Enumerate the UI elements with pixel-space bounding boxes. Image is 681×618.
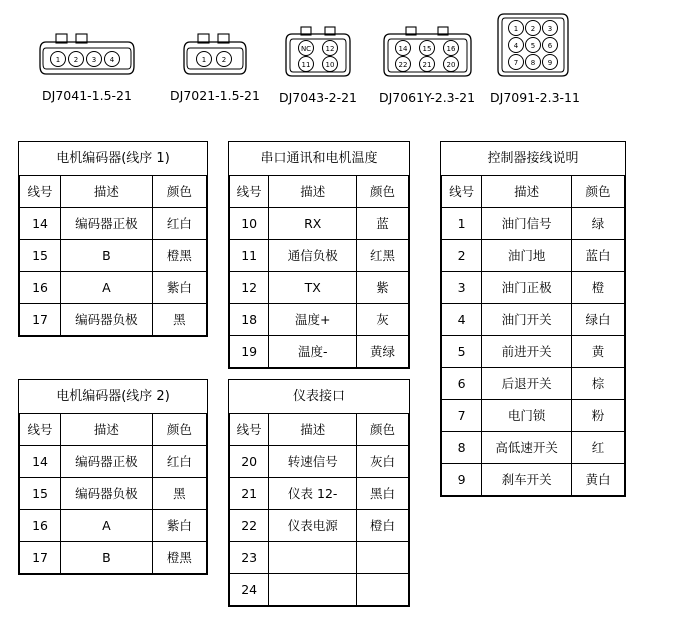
cell-description: 编码器负极 [61, 478, 153, 510]
pin-label: 10 [325, 61, 335, 69]
table-title-row [230, 142, 409, 176]
connector-dj7061y-label: DJ7061Y-2.3-21 [378, 90, 476, 105]
pin-label: 1 [201, 56, 207, 64]
cell-wire-number: 6 [442, 368, 482, 400]
cell-wire-number: 5 [442, 336, 482, 368]
cell-wire-number: 4 [442, 304, 482, 336]
column-header: 颜色 [152, 414, 206, 446]
table-encoder2 [18, 379, 208, 575]
pin-label: 3 [91, 56, 97, 64]
table-row [20, 478, 207, 510]
connector-dj7043-art [258, 24, 378, 84]
pin-label: 1 [55, 56, 61, 64]
cell-description: 油门地 [482, 240, 572, 272]
cell-color: 黄绿 [357, 336, 409, 368]
pin-label: 7 [513, 59, 519, 67]
connector-dj7091-svg [480, 10, 590, 80]
cell-wire-number: 7 [442, 400, 482, 432]
pin-label: 6 [547, 42, 553, 50]
table-header-row [230, 414, 409, 446]
cell-description: 编码器正极 [61, 446, 153, 478]
cell-description: 转速信号 [269, 446, 357, 478]
connector-dj7043-svg [268, 24, 368, 80]
cell-color: 黑 [152, 304, 206, 336]
cell-wire-number: 22 [230, 510, 269, 542]
cell-color: 橙白 [357, 510, 409, 542]
column-header: 线号 [230, 176, 269, 208]
table-row [20, 240, 207, 272]
cell-description: RX [269, 208, 357, 240]
column-header: 线号 [20, 414, 61, 446]
table-row [442, 208, 625, 240]
cell-description: B [61, 240, 153, 272]
cell-wire-number: 17 [20, 304, 61, 336]
cell-color: 灰白 [357, 446, 409, 478]
cell-color: 红 [571, 432, 624, 464]
cell-wire-number: 16 [20, 510, 61, 542]
column-header: 线号 [442, 176, 482, 208]
pin-label: 16 [446, 45, 455, 53]
table-title: 电机编码器(线序 2) [20, 380, 207, 414]
cell-color: 蓝 [357, 208, 409, 240]
table-row [442, 240, 625, 272]
cell-description: 前进开关 [482, 336, 572, 368]
cell-wire-number: 19 [230, 336, 269, 368]
cell-description: 后退开关 [482, 368, 572, 400]
table-row [442, 304, 625, 336]
table-header-row [230, 176, 409, 208]
pin-label: 2 [73, 56, 79, 64]
pin-label: 11 [301, 61, 311, 69]
table-row [20, 208, 207, 240]
cell-wire-number: 14 [20, 208, 61, 240]
table-row [442, 464, 625, 496]
cell-description: 油门正极 [482, 272, 572, 304]
cell-description: 高低速开关 [482, 432, 572, 464]
table-row [442, 272, 625, 304]
table-row [20, 542, 207, 574]
cell-wire-number: 11 [230, 240, 269, 272]
cell-color [357, 574, 409, 606]
cell-description: 电门锁 [482, 400, 572, 432]
table-row [20, 510, 207, 542]
cell-wire-number: 20 [230, 446, 269, 478]
pin-label: 12 [325, 45, 335, 53]
cell-color: 棕 [571, 368, 624, 400]
cell-description: 刹车开关 [482, 464, 572, 496]
table-title-row [442, 142, 625, 176]
table-title-row [230, 380, 409, 414]
table-meter [228, 379, 410, 607]
table-header-row [442, 176, 625, 208]
pin-label: 1 [513, 25, 519, 33]
cell-color: 红白 [152, 446, 206, 478]
cell-color: 红黑 [357, 240, 409, 272]
cell-color: 红白 [152, 208, 206, 240]
connector-dj7041 [22, 30, 152, 103]
cell-description: A [61, 510, 153, 542]
table-encoder1 [18, 141, 208, 337]
cell-color: 粉 [571, 400, 624, 432]
connector-dj7041-art [22, 30, 152, 82]
cell-description: 油门信号 [482, 208, 572, 240]
cell-wire-number: 16 [20, 272, 61, 304]
cell-description: 仪表 12- [269, 478, 357, 510]
cell-color: 黄 [571, 336, 624, 368]
cell-description: 编码器正极 [61, 208, 153, 240]
table-serial [228, 141, 410, 369]
table-title: 控制器接线说明 [442, 142, 625, 176]
cell-color: 黑白 [357, 478, 409, 510]
cell-color: 绿白 [571, 304, 624, 336]
column-header: 线号 [20, 176, 61, 208]
cell-wire-number: 14 [20, 446, 61, 478]
column-header: 描述 [269, 414, 357, 446]
cell-description [269, 542, 357, 574]
cell-description: TX [269, 272, 357, 304]
pin-label: 15 [422, 45, 431, 53]
table-title: 仪表接口 [230, 380, 409, 414]
table-header-row [20, 414, 207, 446]
connector-dj7041-svg [32, 30, 142, 78]
cell-description: B [61, 542, 153, 574]
cell-color: 绿 [571, 208, 624, 240]
cell-wire-number: 24 [230, 574, 269, 606]
pin-label: 2 [530, 25, 536, 33]
cell-color [357, 542, 409, 574]
cell-wire-number: 2 [442, 240, 482, 272]
cell-color: 紫 [357, 272, 409, 304]
cell-color: 紫白 [152, 510, 206, 542]
cell-color: 橙 [571, 272, 624, 304]
connector-dj7041-label: DJ7041-1.5-21 [42, 88, 132, 103]
pin-label: NC [300, 45, 312, 53]
table-row [230, 272, 409, 304]
column-header: 描述 [61, 414, 153, 446]
table-title-row [20, 380, 207, 414]
connector-dj7021-svg [160, 30, 270, 78]
table-row [230, 304, 409, 336]
cell-color: 黄白 [571, 464, 624, 496]
cell-color: 橙黑 [152, 542, 206, 574]
column-header: 颜色 [357, 414, 409, 446]
cell-wire-number: 10 [230, 208, 269, 240]
pin-label: 22 [398, 61, 407, 69]
table-row [230, 240, 409, 272]
cell-description: A [61, 272, 153, 304]
table-row [230, 510, 409, 542]
cell-wire-number: 1 [442, 208, 482, 240]
cell-wire-number: 9 [442, 464, 482, 496]
pin-label: 9 [547, 59, 553, 67]
connector-dj7043 [258, 24, 378, 105]
connector-dj7061y-svg [370, 24, 485, 80]
pin-label: 2 [221, 56, 227, 64]
cell-wire-number: 15 [20, 478, 61, 510]
table-row [442, 400, 625, 432]
cell-description: 温度+ [269, 304, 357, 336]
pin-label: 21 [422, 61, 431, 69]
table-row [442, 336, 625, 368]
cell-color: 蓝白 [571, 240, 624, 272]
table-controller [440, 141, 626, 497]
cell-wire-number: 18 [230, 304, 269, 336]
cell-wire-number: 23 [230, 542, 269, 574]
table-row [230, 478, 409, 510]
column-header: 颜色 [152, 176, 206, 208]
cell-wire-number: 21 [230, 478, 269, 510]
table-title: 电机编码器(线序 1) [20, 142, 207, 176]
cell-wire-number: 3 [442, 272, 482, 304]
table-row [442, 432, 625, 464]
column-header: 描述 [269, 176, 357, 208]
pin-label: 3 [547, 25, 553, 33]
column-header: 描述 [61, 176, 153, 208]
table-row [20, 272, 207, 304]
cell-color: 黑 [152, 478, 206, 510]
table-row [230, 446, 409, 478]
cell-color: 橙黑 [152, 240, 206, 272]
column-header: 描述 [482, 176, 572, 208]
table-row [230, 208, 409, 240]
table-header-row [20, 176, 207, 208]
column-header: 颜色 [571, 176, 624, 208]
table-title-row [20, 142, 207, 176]
cell-wire-number: 17 [20, 542, 61, 574]
pin-label: 20 [446, 61, 455, 69]
pin-label: 5 [530, 42, 536, 50]
connector-dj7043-label: DJ7043-2-21 [278, 90, 357, 105]
connector-dj7091-label: DJ7091-2.3-11 [490, 90, 580, 105]
pin-label: 8 [530, 59, 536, 67]
connector-dj7091-art [470, 10, 600, 84]
cell-description: 编码器负极 [61, 304, 153, 336]
connector-dj7091 [470, 10, 600, 105]
cell-color: 灰 [357, 304, 409, 336]
table-row [230, 336, 409, 368]
connector-dj7021-label: DJ7021-1.5-21 [170, 88, 260, 103]
cell-description [269, 574, 357, 606]
cell-wire-number: 15 [20, 240, 61, 272]
table-row [20, 446, 207, 478]
cell-description: 油门开关 [482, 304, 572, 336]
cell-color: 紫白 [152, 272, 206, 304]
connector-diagram-row [0, 10, 681, 125]
table-row [20, 304, 207, 336]
table-row [230, 542, 409, 574]
cell-description: 仪表电源 [269, 510, 357, 542]
pin-label: 4 [513, 42, 519, 50]
pin-label: 14 [398, 45, 407, 53]
table-row [230, 574, 409, 606]
column-header: 线号 [230, 414, 269, 446]
cell-wire-number: 12 [230, 272, 269, 304]
table-row [442, 368, 625, 400]
cell-description: 温度- [269, 336, 357, 368]
table-title: 串口通讯和电机温度 [230, 142, 409, 176]
cell-description: 通信负极 [269, 240, 357, 272]
pin-label: 4 [109, 56, 115, 64]
column-header: 颜色 [357, 176, 409, 208]
cell-wire-number: 8 [442, 432, 482, 464]
